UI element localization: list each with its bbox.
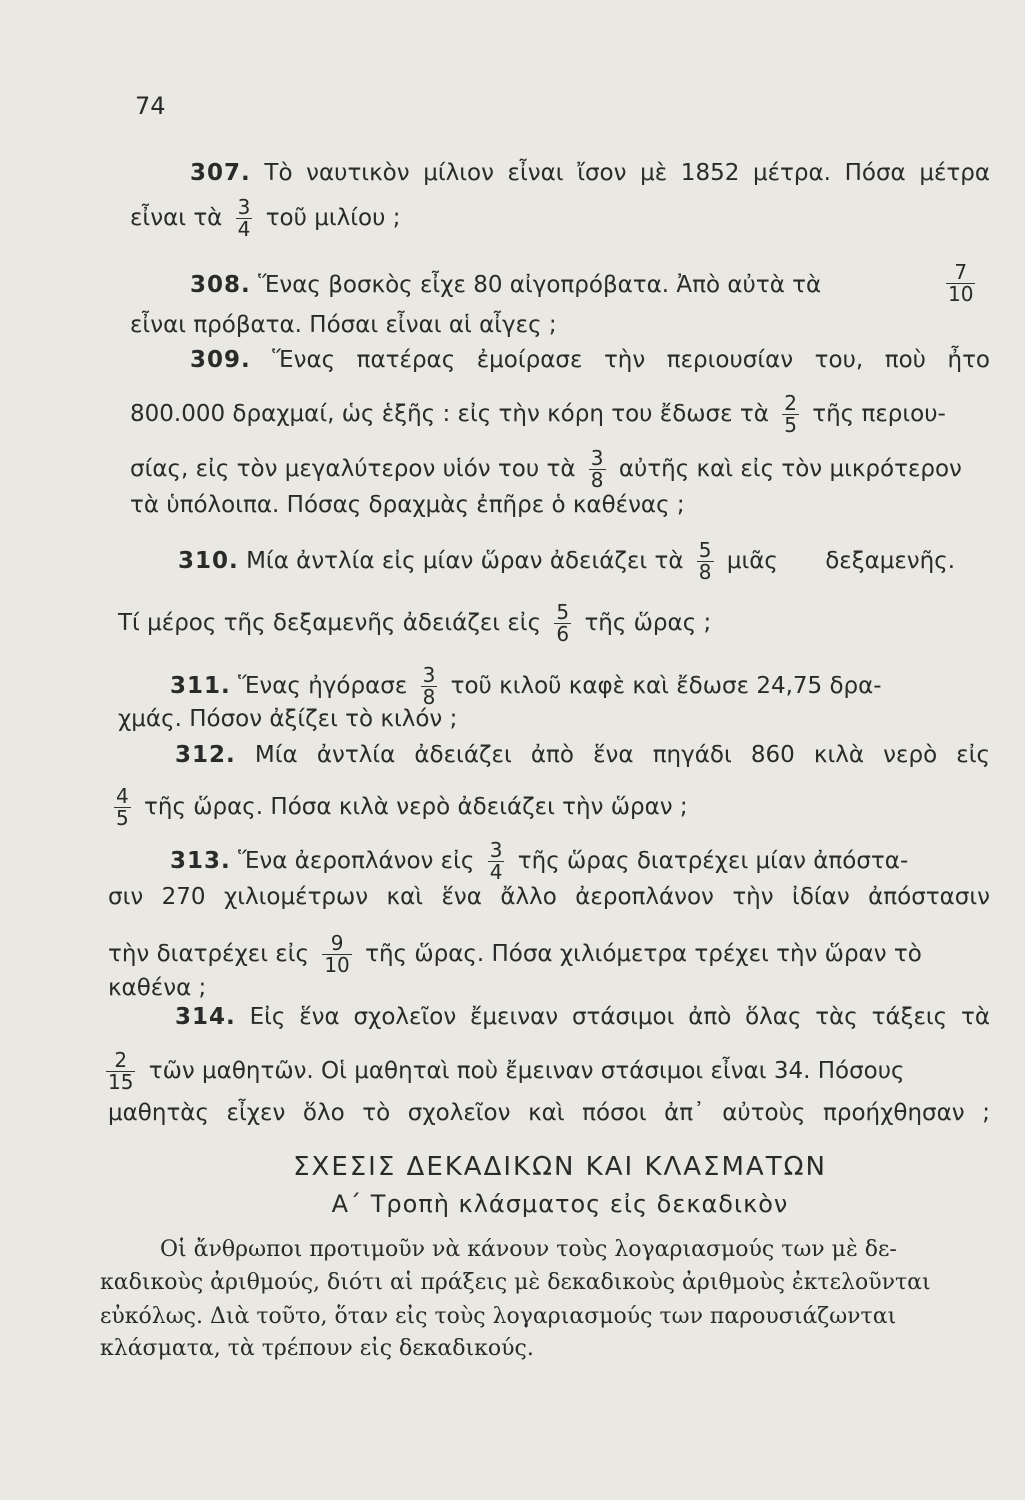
problem-number: 313. bbox=[170, 848, 231, 874]
fraction-numerator: 9 bbox=[330, 931, 344, 955]
problem-text: τῆς ὥρας. Πόσα κιλὰ νερὸ ἀδειάζει τὴν ὥραν ; bbox=[144, 794, 688, 820]
fraction-numerator: 5 bbox=[556, 600, 570, 624]
fraction bbox=[488, 840, 505, 883]
fraction-denominator: 10 bbox=[324, 953, 350, 977]
problem-309-line-3 bbox=[130, 448, 990, 491]
problem-number: 312. bbox=[175, 742, 236, 768]
fraction bbox=[322, 933, 351, 976]
fraction-denominator: 4 bbox=[237, 217, 251, 241]
problem-text: Τὸ ναυτικὸν μίλιον εἶναι ἴσον μὲ 1852 μέτρα. Πόσα μέτρα bbox=[264, 160, 991, 186]
problem-text: αὐτῆς καὶ εἰς τὸν μικρότερον bbox=[618, 456, 962, 482]
problem-307-line-2 bbox=[130, 197, 990, 240]
fraction bbox=[106, 1050, 135, 1093]
problem-text: καθένα ; bbox=[108, 975, 207, 1001]
problem-310-line-2 bbox=[118, 602, 978, 645]
problem-number: 307. bbox=[190, 160, 251, 186]
fraction-numerator: 2 bbox=[784, 391, 797, 415]
problem-text: χμάς. Πόσον ἀξίζει τὸ κιλόν ; bbox=[118, 706, 458, 732]
problem-313-line-2 bbox=[108, 882, 990, 912]
problem-311-line-1 bbox=[170, 665, 990, 708]
problem-text: Ἕνας βοσκὸς εἶχε 80 αἰγοπρόβατα. Ἀπὸ αὐτὰ τὰ bbox=[258, 272, 822, 298]
problem-text: Ἕνα ἀεροπλάνον εἰς bbox=[238, 848, 475, 874]
fraction-denominator: 5 bbox=[116, 806, 129, 830]
fraction-denominator: 8 bbox=[422, 685, 436, 709]
problem-text: Εἰς ἕνα σχολεῖον ἔμειναν στάσιμοι ἀπὸ ὅλας τὰς τάξεις τὰ bbox=[249, 1004, 990, 1030]
problem-308-line-2 bbox=[130, 310, 990, 340]
problem-text: τοῦ κιλοῦ καφὲ καὶ ἔδωσε 24,75 δρα- bbox=[450, 673, 882, 699]
fraction-numerator: 3 bbox=[422, 663, 436, 687]
problem-text: τῆς ὥρας. Πόσα χιλιόμετρα τρέχει τὴν ὥραν τὸ bbox=[365, 941, 922, 967]
fraction bbox=[589, 448, 606, 491]
fraction-denominator: 5 bbox=[784, 413, 797, 437]
fraction bbox=[236, 197, 253, 240]
problem-number: 314. bbox=[175, 1004, 236, 1030]
problem-313-line-1 bbox=[170, 840, 990, 883]
problem-text: δεξαμενῆς. bbox=[825, 548, 956, 574]
problem-text: Μία ἀντλία ἀδειάζει ἀπὸ ἕνα πηγάδι 860 κιλὰ νερὸ εἰς bbox=[254, 742, 990, 768]
fraction-denominator: 6 bbox=[556, 622, 570, 646]
problem-314-line-1 bbox=[175, 1002, 990, 1032]
problem-text: τὴν διατρέχει εἰς bbox=[108, 941, 310, 967]
problem-text: Μία ἀντλία εἰς μίαν ὥραν ἀδειάζει τὰ bbox=[246, 548, 684, 574]
problem-text: τὰ ὑπόλοιπα. Πόσας δραχμὰς ἐπῆρε ὁ καθένας ; bbox=[130, 492, 685, 518]
fraction bbox=[114, 786, 131, 829]
section-paragraph-line-1: Οἱ ἄνθρωποι προτιμοῦν νὰ κάνουν τοὺς λογαριασμούς των μὲ δε- bbox=[160, 1237, 897, 1262]
problem-text: 800.000 δραχμαί, ὡς ἑξῆς : εἰς τὴν κόρη του ἔδωσε τὰ bbox=[130, 401, 769, 427]
problem-text: τῆς ὥρας διατρέχει μίαν ἀπόστα- bbox=[517, 848, 909, 874]
problem-313-line-3 bbox=[108, 933, 968, 976]
problem-text: εἶναι τὰ bbox=[130, 205, 223, 231]
problem-number: 308. bbox=[190, 272, 251, 298]
section-paragraph-line-4: κλάσματα, τὰ τρέπουν εἰς δεκαδικούς. bbox=[100, 1336, 534, 1361]
problem-308-line-1 bbox=[190, 270, 930, 300]
problem-text: εἶναι πρόβατα. Πόσαι εἶναι αἱ αἶγες ; bbox=[130, 312, 557, 338]
fraction bbox=[782, 393, 799, 436]
section-title: ΣΧΕΣΙΣ ΔΕΚΑΔΙΚΩΝ ΚΑΙ ΚΛΑΣΜΑΤΩΝ bbox=[293, 1152, 827, 1182]
fraction-numerator: 2 bbox=[114, 1048, 128, 1072]
fraction-numerator: 7 bbox=[954, 260, 968, 284]
problem-313-line-4 bbox=[108, 973, 968, 1003]
problem-text: Ἕνας πατέρας ἐμοίρασε τὴν περιουσίαν του, ποὺ ἦτο bbox=[272, 347, 990, 373]
problem-text: Ἕνας ἠγόρασε bbox=[238, 673, 408, 699]
fraction bbox=[697, 540, 714, 583]
problem-314-line-3 bbox=[108, 1098, 990, 1128]
fraction-numerator: 3 bbox=[489, 838, 503, 862]
problem-312-line-2 bbox=[108, 786, 968, 829]
problem-310-line-1 bbox=[178, 540, 990, 583]
problem-314-line-2 bbox=[100, 1050, 990, 1093]
problem-text: Τί μέρος τῆς δεξαμενῆς ἀδειάζει εἰς bbox=[118, 610, 542, 636]
fraction-denominator: 10 bbox=[948, 282, 974, 306]
fraction bbox=[421, 665, 438, 708]
problem-number: 311. bbox=[170, 673, 231, 699]
fraction bbox=[946, 262, 975, 305]
page-number: 74 bbox=[135, 92, 166, 120]
problem-text: τῶν μαθητῶν. Οἱ μαθηταὶ ποὺ ἔμειναν στάσιμοι εἶναι 34. Πόσους bbox=[148, 1058, 905, 1084]
fraction-denominator: 8 bbox=[590, 468, 604, 492]
problem-text: σίας, εἰς τὸν μεγαλύτερον υἱόν του τὰ bbox=[130, 456, 576, 482]
fraction-numerator: 5 bbox=[698, 538, 712, 562]
problem-309-line-1 bbox=[190, 345, 990, 375]
fraction-denominator: 8 bbox=[698, 560, 712, 584]
problem-text: τοῦ μιλίου ; bbox=[265, 205, 401, 231]
fraction-numerator: 4 bbox=[116, 784, 129, 808]
problem-text: μαθητὰς εἶχεν ὅλο τὸ σχολεῖον καὶ πόσοι ἀπ᾽ αὐτοὺς προήχθησαν ; bbox=[108, 1100, 990, 1126]
section-subtitle: Α΄ Τροπὴ κλάσματος εἰς δεκαδικὸν bbox=[331, 1190, 789, 1218]
section-paragraph-line-2: καδικοὺς ἀριθμούς, διότι αἱ πράξεις μὲ δεκαδικοὺς ἀριθμοὺς ἐκτελοῦνται bbox=[100, 1270, 931, 1295]
problem-309-line-4 bbox=[130, 490, 990, 520]
section-paragraph-line-3: εὐκόλως. Διὰ τοῦτο, ὅταν εἰς τοὺς λογαριασμούς των παρουσιάζωνται bbox=[100, 1304, 897, 1329]
problem-309-line-2 bbox=[130, 393, 990, 436]
fraction-denominator: 15 bbox=[108, 1070, 134, 1094]
problem-text: τῆς περιου- bbox=[812, 401, 946, 427]
problem-307-line-1 bbox=[190, 158, 990, 188]
fraction-denominator: 4 bbox=[489, 860, 503, 884]
problem-number: 309. bbox=[190, 347, 251, 373]
problem-number: 310. bbox=[178, 548, 239, 574]
fraction bbox=[554, 602, 571, 645]
fraction-numerator: 3 bbox=[590, 446, 604, 470]
problem-text: σιν 270 χιλιομέτρων καὶ ἕνα ἄλλο ἀεροπλάνον τὴν ἰδίαν ἀπόστασιν bbox=[108, 884, 990, 910]
problem-text: μιᾶς bbox=[726, 548, 778, 574]
problem-text: τῆς ὥρας ; bbox=[584, 610, 712, 636]
fraction-numerator: 3 bbox=[237, 195, 251, 219]
problem-311-line-2 bbox=[118, 704, 978, 734]
problem-312-line-1 bbox=[175, 740, 990, 770]
